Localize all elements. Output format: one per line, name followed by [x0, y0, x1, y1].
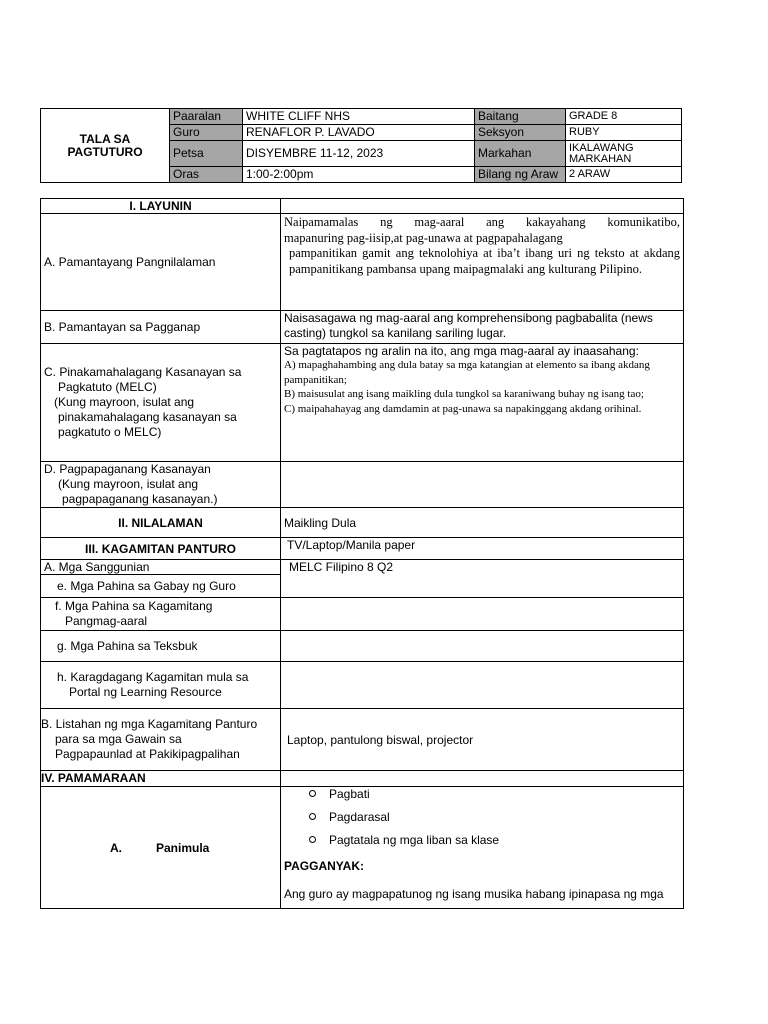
- table-row: [41, 771, 684, 787]
- karagdagan-label: [41, 662, 281, 709]
- pagpapaganang-line2: (Kung mayroon, isulat ang: [58, 477, 199, 491]
- table-row: [41, 787, 684, 909]
- melc-label-line4: pinakamahalagang kasanayan sa: [58, 410, 237, 424]
- bilang-ng-araw-label: Bilang ng Araw: [475, 167, 566, 183]
- baitang-value: GRADE 8: [566, 109, 682, 125]
- teksbuk-label: g. Mga Pahina sa Teksbuk: [41, 631, 281, 662]
- melc-objective-c: C) maipahahayag ang damdamin at pag-unawa sa napakinggang akdang orihinal.: [284, 402, 642, 415]
- listahan-line2: para sa mga Gawain sa: [55, 732, 182, 746]
- panimula-bullet-list: [284, 787, 680, 856]
- list-item: Pagdarasal: [284, 810, 680, 833]
- table-row: [41, 199, 684, 214]
- pagganap-value: Naisasagawa ng mag-aaral ang komprehensibong pagbabalita (news casting) tungkol sa kanilang sariling lugar.: [281, 311, 684, 344]
- kagamitang-line2: Pangmag-aaral: [65, 614, 148, 628]
- document-title: [41, 109, 170, 183]
- seksyon-value: RUBY: [566, 125, 682, 141]
- kagamitan-value: TV/Laptop/Manila paper: [281, 538, 684, 560]
- document-title-line2: PAGTUTURO: [67, 144, 143, 159]
- kagamitang-label: [41, 598, 281, 631]
- panimula-label: [41, 787, 281, 909]
- pagganyak-heading: PAGGANYAK:: [284, 859, 365, 873]
- karagdagan-line2: Portal ng Learning Resource: [69, 685, 222, 699]
- pagganyak-text: Ang guro ay magpapatunog ng isang musika habang ipinapasa ng mga: [284, 887, 664, 901]
- melc-label-line5: pagkatuto o MELC): [58, 425, 162, 439]
- pangnilalaman-line1: Naipamamalas ng mag-aaral ang kakayahang komunikatibo,: [284, 215, 680, 229]
- table-row: [41, 538, 684, 560]
- baitang-label: Baitang: [475, 109, 566, 125]
- list-item: Pagtatala ng mga liban sa klase: [284, 833, 680, 856]
- melc-label-line1: C. Pinakamahalagang Kasanayan sa: [44, 365, 242, 379]
- listahan-line3: Pagpapaunlad at Pakikipagpalihan: [55, 747, 240, 761]
- bullet-circle-icon: [309, 813, 316, 820]
- pangnilalaman-line2: mapanuring pag-iisip,at pag-unawa at pagpapahalagang: [284, 230, 563, 245]
- guro-value: RENAFLOR P. LAVADO: [243, 125, 475, 141]
- markahan-value: IKALAWANG MARKAHAN: [566, 141, 682, 167]
- pangnilalaman-label: A. Pamantayang Pangnilalaman: [41, 214, 281, 311]
- section-layunin: I. LAYUNIN: [41, 199, 281, 214]
- oras-label: Oras: [170, 167, 243, 183]
- table-row: [41, 344, 684, 462]
- melc-objective-a: A) mapaghahambing ang dula batay sa mga katangian at elemento sa ibang akdang pampanitikan;: [284, 359, 650, 386]
- panimula-letter: A.: [110, 840, 122, 855]
- table-row: [41, 709, 684, 771]
- petsa-value: DISYEMBRE 11-12, 2023: [243, 141, 475, 167]
- listahan-label: [41, 709, 281, 771]
- melc-objective-b: B) maisusulat ang isang maikling dula tungkol sa karaniwang buhay ng isang tao;: [284, 388, 644, 400]
- panimula-text: Panimula: [156, 840, 210, 855]
- table-row: [41, 214, 684, 311]
- pagganap-label: B. Pamantayan sa Pagganap: [41, 311, 281, 344]
- seksyon-label: Seksyon: [475, 125, 566, 141]
- petsa-label: Petsa: [170, 141, 243, 167]
- listahan-value: Laptop, pantulong biswal, projector: [281, 709, 684, 771]
- guro-label: Guro: [170, 125, 243, 141]
- listahan-line1: B. Listahan ng mga Kagamitang Panturo: [41, 717, 258, 731]
- sanggunian-label: A. Mga Sanggunian: [41, 560, 281, 575]
- table-row: [41, 598, 684, 631]
- karagdagan-line1: h. Karagdagang Kagamitan mula sa: [57, 670, 249, 684]
- markahan-label: Markahan: [475, 141, 566, 167]
- lesson-plan-table: [40, 198, 684, 909]
- melc-label-line2: Pagkatuto (MELC): [58, 380, 157, 394]
- pangnilalaman-rest: pampanitikan gamit ang teknolohiya at iba’t ibang uri ng teksto at akdang pampanitikang pambansa upang maipagmalaki ang kulturang Pilipino.: [289, 246, 680, 276]
- bullet-circle-icon: [309, 790, 316, 797]
- document-title-line1: TALA SA: [79, 131, 131, 146]
- kagamitang-line1: f. Mga Pahina sa Kagamitang: [55, 599, 213, 613]
- table-row: [41, 560, 684, 575]
- gabay-label: e. Mga Pahina sa Gabay ng Guro: [41, 575, 281, 598]
- pagpapaganang-line1: D. Pagpapaganang Kasanayan: [44, 462, 211, 476]
- paaralan-value: WHITE CLIFF NHS: [243, 109, 475, 125]
- table-row: [41, 631, 684, 662]
- melc-intro: Sa pagtatapos ng aralin na ito, ang mga mag-aaral ay inaasahang:: [284, 344, 639, 358]
- section-kagamitan: III. KAGAMITAN PANTURO: [41, 538, 281, 560]
- pangnilalaman-value: [281, 214, 684, 311]
- oras-value: 1:00-2:00pm: [243, 167, 475, 183]
- section-nilalaman: II. NILALAMAN: [41, 508, 281, 538]
- pagpapaganang-label: [41, 462, 281, 508]
- table-row: [41, 311, 684, 344]
- bullet-circle-icon: [309, 836, 316, 843]
- gabay-value: MELC Filipino 8 Q2: [281, 560, 684, 598]
- header-table: [40, 108, 682, 183]
- table-row: [41, 508, 684, 538]
- melc-value: [281, 344, 684, 462]
- melc-label-line3: (Kung mayroon, isulat ang: [54, 395, 195, 409]
- list-item: Pagbati: [284, 787, 680, 810]
- table-row: [41, 662, 684, 709]
- panimula-value: [281, 787, 684, 909]
- pagpapaganang-line3: pagpapaganang kasanayan.): [62, 492, 218, 506]
- nilalaman-value: Maikling Dula: [281, 508, 684, 538]
- bilang-ng-araw-value: 2 ARAW: [566, 167, 682, 183]
- section-pamamaraan: IV. PAMAMARAAN: [41, 771, 281, 787]
- melc-label: [41, 344, 281, 462]
- table-row: [41, 462, 684, 508]
- paaralan-label: Paaralan: [170, 109, 243, 125]
